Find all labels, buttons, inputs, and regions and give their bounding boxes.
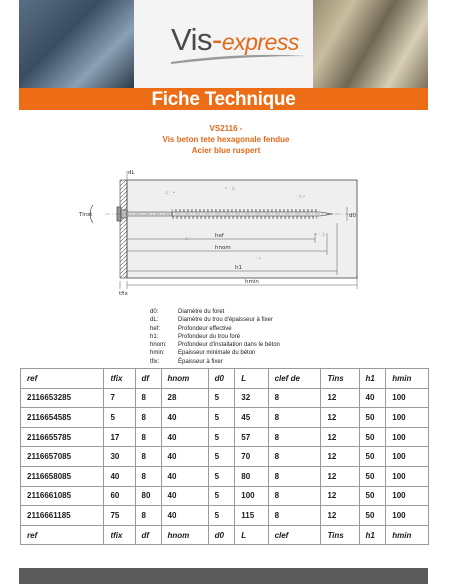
column-header: ref xyxy=(21,369,104,389)
table-cell: 12 xyxy=(321,506,359,526)
table-cell: 50 xyxy=(359,506,386,526)
table-cell: 28 xyxy=(161,388,208,408)
label-h1: h1 xyxy=(235,265,242,271)
table-cell: 57 xyxy=(235,427,268,447)
svg-text:▵ ◦ △: ▵ ◦ △ xyxy=(225,185,235,190)
table-row xyxy=(21,427,429,447)
spec-table xyxy=(20,368,429,545)
legend-symbol: d0: xyxy=(150,309,159,315)
table-cell: 12 xyxy=(321,408,359,428)
product-material: Acier blue ruspert xyxy=(191,146,261,155)
concrete-block xyxy=(120,180,357,278)
legend-text: Epaisseur minimale du béton xyxy=(178,350,256,357)
table-cell: 12 xyxy=(321,447,359,467)
table-cell: 7 xyxy=(104,388,135,408)
table-cell: 40 xyxy=(161,408,208,428)
table-cell: 50 xyxy=(359,466,386,486)
table-cell: 40 xyxy=(161,506,208,526)
table-cell: 8 xyxy=(268,427,321,447)
table-row xyxy=(21,408,429,428)
legend-symbol: hnom: xyxy=(150,342,167,349)
column-header: h1 xyxy=(359,369,386,389)
legend xyxy=(150,308,280,366)
footer-bar xyxy=(19,568,428,584)
column-footer: hmin xyxy=(386,525,429,545)
table-row xyxy=(21,447,429,467)
table-cell: 60 xyxy=(104,486,135,506)
table-cell: 40 xyxy=(359,388,386,408)
table-cell: 2116661185 xyxy=(21,506,104,526)
legend-item xyxy=(150,333,280,341)
logo-express: express xyxy=(221,29,299,55)
column-header: df xyxy=(135,369,161,389)
table-cell: 8 xyxy=(268,388,321,408)
table-cell: 50 xyxy=(359,447,386,467)
table-cell: 40 xyxy=(161,447,208,467)
table-cell: 8 xyxy=(268,486,321,506)
table-cell: 8 xyxy=(135,408,161,428)
table-row xyxy=(21,506,429,526)
column-header: hmin xyxy=(386,369,429,389)
column-header: tfix xyxy=(104,369,135,389)
table-cell: 2116655785 xyxy=(21,427,104,447)
table-row xyxy=(21,466,429,486)
column-footer: d0 xyxy=(208,525,235,545)
table-cell: 5 xyxy=(208,466,235,486)
table-cell: 100 xyxy=(235,486,268,506)
legend-text: Profondeur effective xyxy=(178,325,232,332)
product-info xyxy=(0,123,452,156)
table-cell: 8 xyxy=(268,447,321,467)
table-cell: 8 xyxy=(268,408,321,428)
legend-symbol: hmin: xyxy=(150,350,165,357)
table-cell: 5 xyxy=(208,447,235,467)
svg-text:▵ ◦ △: ▵ ◦ △ xyxy=(315,231,325,236)
legend-symbol: h1: xyxy=(150,333,159,340)
header xyxy=(19,0,428,88)
logo-swoosh-icon xyxy=(169,52,309,66)
legend-item xyxy=(150,316,280,324)
table-cell: 8 xyxy=(135,506,161,526)
legend-symbol: dL: xyxy=(150,317,159,324)
product-name: Vis beton tete hexagonale fendue xyxy=(162,135,290,144)
table-cell: 2116661085 xyxy=(21,486,104,506)
table-cell: 80 xyxy=(135,486,161,506)
table-cell: 32 xyxy=(235,388,268,408)
table-row xyxy=(21,388,429,408)
column-footer: df xyxy=(135,525,161,545)
legend-text: Diamètre du trou d'épaisseur à fixer xyxy=(178,317,273,324)
table-footer-row xyxy=(21,525,429,545)
table-cell: 100 xyxy=(386,506,429,526)
legend-text: Profondeur du trou foré xyxy=(178,333,241,340)
table-cell: 50 xyxy=(359,427,386,447)
table-cell: 5 xyxy=(208,506,235,526)
installation-diagram xyxy=(75,163,375,298)
header-photo-screws xyxy=(313,0,428,88)
table-cell: 100 xyxy=(386,427,429,447)
table-cell: 12 xyxy=(321,466,359,486)
table-cell: 40 xyxy=(104,466,135,486)
table-cell: 5 xyxy=(208,486,235,506)
table-cell: 2116653285 xyxy=(21,388,104,408)
table-cell: 100 xyxy=(386,447,429,467)
logo-main: Vis xyxy=(171,22,213,57)
label-tfix: tfix xyxy=(119,291,128,297)
table-cell: 12 xyxy=(321,427,359,447)
legend-item xyxy=(150,341,280,349)
svg-text:◦ ▵: ◦ ▵ xyxy=(255,255,261,260)
column-footer: ref xyxy=(21,525,104,545)
table-cell: 5 xyxy=(208,427,235,447)
header-photo-workbench xyxy=(19,0,134,88)
table-cell: 2116654585 xyxy=(21,408,104,428)
table-cell: 70 xyxy=(235,447,268,467)
table-cell: 8 xyxy=(135,466,161,486)
table-cell: 12 xyxy=(321,388,359,408)
table-cell: 8 xyxy=(268,466,321,486)
column-footer: hnom xyxy=(161,525,208,545)
table-cell: 75 xyxy=(104,506,135,526)
table-cell: 2116657085 xyxy=(21,447,104,467)
table-cell: 115 xyxy=(235,506,268,526)
column-footer: L xyxy=(235,525,268,545)
table-cell: 5 xyxy=(104,408,135,428)
label-dl: dL xyxy=(128,170,135,176)
table-cell: 12 xyxy=(321,486,359,506)
table-cell: 8 xyxy=(135,447,161,467)
table-cell: 40 xyxy=(161,466,208,486)
svg-text:△ ◦ ▵: △ ◦ ▵ xyxy=(165,189,175,194)
legend-item xyxy=(150,325,280,333)
title-banner xyxy=(19,88,428,110)
label-tinst: Tinst xyxy=(79,212,93,218)
table-cell: 8 xyxy=(135,388,161,408)
legend-item xyxy=(150,349,280,357)
page-title: Fiche Technique xyxy=(151,89,296,110)
label-hmin: hmin xyxy=(245,279,259,285)
product-code: VS2116 - xyxy=(209,124,243,133)
table-cell: 100 xyxy=(386,408,429,428)
table-cell: 2116658085 xyxy=(21,466,104,486)
legend-symbol: tfix: xyxy=(150,358,160,365)
label-d0: d0 xyxy=(349,213,356,219)
table-cell: 5 xyxy=(208,388,235,408)
table-cell: 8 xyxy=(135,427,161,447)
table-cell: 100 xyxy=(386,486,429,506)
column-header: L xyxy=(235,369,268,389)
legend-text: Épaisseur à fixer xyxy=(178,358,223,365)
label-hnom: hnom xyxy=(215,245,231,251)
table-cell: 100 xyxy=(386,466,429,486)
legend-item xyxy=(150,358,280,366)
label-hef: hef xyxy=(215,233,224,239)
column-header: clef de xyxy=(268,369,321,389)
table-row xyxy=(21,486,429,506)
legend-item xyxy=(150,308,280,316)
column-footer: clef xyxy=(268,525,321,545)
column-header: d0 xyxy=(208,369,235,389)
table-cell: 80 xyxy=(235,466,268,486)
legend-text: Diamètre du foret xyxy=(178,309,225,315)
column-footer: h1 xyxy=(359,525,386,545)
table-cell: 50 xyxy=(359,408,386,428)
table-cell: 17 xyxy=(104,427,135,447)
legend-text: Profondeur d'installation dans le béton xyxy=(178,342,280,349)
table-cell: 40 xyxy=(161,427,208,447)
table-cell: 40 xyxy=(161,486,208,506)
column-header: Tins xyxy=(321,369,359,389)
svg-text:△ ◦: △ ◦ xyxy=(185,235,192,240)
table-cell: 45 xyxy=(235,408,268,428)
table-cell: 30 xyxy=(104,447,135,467)
column-footer: Tins xyxy=(321,525,359,545)
logo-dash: - xyxy=(212,22,222,57)
table-cell: 5 xyxy=(208,408,235,428)
table-cell: 50 xyxy=(359,486,386,506)
table-cell: 100 xyxy=(386,388,429,408)
svg-text:◦ △ ▵: ◦ △ ▵ xyxy=(295,193,305,198)
table-header-row xyxy=(21,369,429,389)
column-header: hnom xyxy=(161,369,208,389)
legend-symbol: hef: xyxy=(150,325,161,332)
table-cell: 8 xyxy=(268,506,321,526)
column-footer: tfix xyxy=(104,525,135,545)
